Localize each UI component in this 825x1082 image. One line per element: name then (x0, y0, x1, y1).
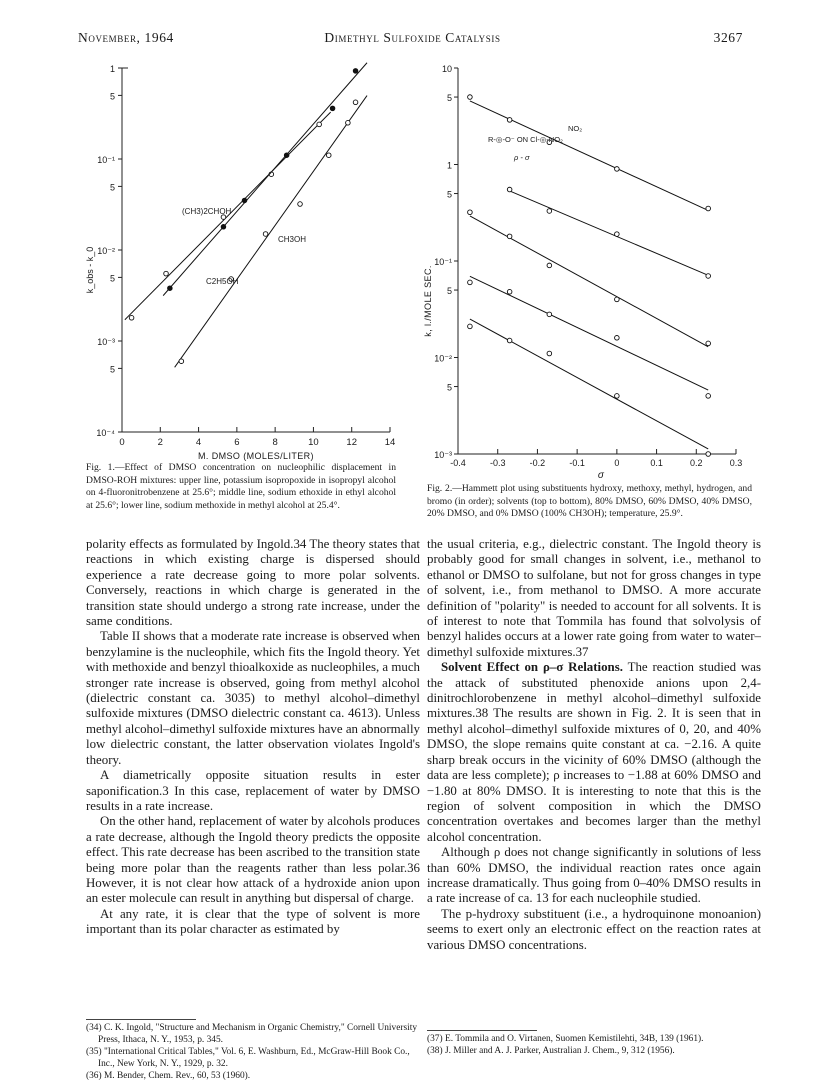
series-label-isopropanol: (CH3)2CHOH (182, 207, 232, 216)
running-header-title: Dimethyl Sulfoxide Catalysis (324, 30, 501, 45)
footnotes-left (86, 1022, 420, 1082)
data-point (330, 106, 335, 111)
x-axis-title: σ (597, 470, 604, 481)
y-tick-label: 10 (441, 64, 452, 74)
data-point (298, 202, 303, 207)
y-tick-label: 5 (446, 382, 452, 393)
x-tick-label: 0 (614, 458, 620, 468)
footnote: (36) M. Bender, Chem. Rev., 60, 53 (1960). (86, 1071, 251, 1081)
data-point (615, 394, 620, 399)
paragraph: Table II shows that a moderate rate increase is observed when benzylamine is the nucleophile, which fits the Ingold theory. Yet with methoxide and benzyl thioalkoxide as nucleophiles, a much stronger rate increase is observed, going from methyl alcohol (dielectric constant ca. 3035) to methyl alcohol–dimethyl sulfoxide mixtures (DMSO dielectric constant ca. 4613). Unless methyl alcohol–dimethyl sulfoxide mixtures have an abnormally low dielectric constant, the latter observation violates Ingold's theory. (86, 629, 420, 767)
y-tick-label: 5 (109, 91, 115, 102)
data-point (263, 232, 268, 237)
figure-1-caption: Fig. 1.—Effect of DMSO concentration on nucleophilic displacement in DMSO-ROH mixtures: upper line, potassium isopropoxide in isopropyl alcohol on 4-fluoronitrobenzene at 25.6°; middle line, sodium ethoxide in ethyl alcohol at 25.6°; lower line, sodium methoxide in methyl alcohol at 25.4°. (86, 462, 396, 511)
y-tick-label: 10⁻² (434, 353, 452, 364)
x-tick-label: 0.2 (690, 458, 703, 468)
y-axis-title: k_obs - k_0 (85, 246, 95, 294)
series-line (163, 63, 367, 296)
figure-2-chart (418, 56, 758, 481)
x-tick-label: 2 (157, 437, 163, 448)
x-tick-label: 14 (384, 437, 396, 448)
series-line (510, 191, 709, 275)
data-point (615, 232, 620, 237)
data-point (706, 452, 711, 457)
footnote: (35) "International Critical Tables," Vol. 6, E. Washburn, Ed., McGraw-Hill Book Co., Inc., New York, N. Y., 1929, p. 32. (86, 1047, 410, 1069)
figure-2-svg (418, 56, 758, 481)
data-point (164, 271, 169, 276)
data-point (547, 209, 552, 214)
data-point (468, 324, 473, 329)
footnote: (34) C. K. Ingold, "Structure and Mechanism in Organic Chemistry," Cornell University Press, Ithaca, N. Y., 1953, p. 345. (86, 1023, 418, 1045)
paragraph: A diametrically opposite situation results in ester saponification.3 In this case, replacement of water by DMSO results in a rate increase. (86, 768, 420, 813)
paragraph (427, 660, 761, 845)
footnote: (38) J. Miller and A. J. Parker, Australian J. Chem., 9, 312 (1956). (427, 1046, 675, 1056)
paragraph: the usual criteria, e.g., dielectric constant. The Ingold theory is probably good for small changes in solvent, i.e., methanol to ethanol or DMSO to sulfolane, but not for gross changes in type of solvent, i.e., from methanol to DMSO. A more accurate definition of "polarity" is needed to account for all solvents. It is of interest to note that Tommila has found that solvolysis of benzyl halides occurs at a lower rate going from water to water–dimethyl sulfoxide mixtures.37 (427, 537, 761, 659)
x-tick-label: 4 (195, 437, 202, 448)
series-line (470, 319, 708, 449)
legend-reaction: R-◎-O⁻ ON Cl-◎-NO₂ (488, 135, 563, 144)
x-tick-label: -0.2 (529, 458, 546, 468)
data-point (129, 315, 134, 320)
data-point (317, 122, 322, 127)
figure-1-chart (80, 56, 410, 466)
y-tick-label: 10⁻³ (434, 450, 452, 460)
footnote-rule-left (86, 1019, 196, 1020)
y-tick-label: 10⁻¹ (434, 257, 452, 267)
y-tick-label: 5 (109, 364, 115, 375)
data-point (507, 118, 512, 123)
right-text-column (427, 537, 761, 953)
footnote-rule-right (427, 1030, 537, 1031)
data-point (507, 187, 512, 192)
data-point (547, 312, 552, 317)
legend-rho-sigma: ρ - σ (514, 153, 530, 162)
x-tick-label: 8 (272, 437, 278, 448)
figure-2-caption: Fig. 2.—Hammett plot using substituents hydroxy, methoxy, methyl, hydrogen, and bromo (in order); solvents (top to bottom), 80% DMSO, 60% DMSO, 40% DMSO, 20% DMSO, and 0% DMSO (100% CH3OH); temperature, 25.9°. (427, 483, 752, 520)
data-point (615, 167, 620, 172)
data-point (326, 153, 331, 158)
y-tick-label: 10⁻³ (97, 337, 115, 347)
y-tick-label: 10⁻⁴ (96, 428, 115, 438)
data-point (179, 359, 184, 364)
data-point (284, 153, 289, 158)
legend-nitro-label: NO₂ (568, 124, 583, 133)
x-tick-label: -0.4 (450, 458, 466, 468)
data-point (615, 297, 620, 302)
data-point (706, 341, 711, 346)
series-line (470, 276, 708, 390)
y-tick-label: 5 (446, 93, 452, 104)
paragraph: polarity effects as formulated by Ingold.34 The theory states that reactions in which existing charge is dispersed should experience a rate decrease going to more polar solvents. Conversely, reactions in which charge is generated in the transition state should undergo a strong rate increase, under the same conditions. (86, 537, 420, 629)
y-tick-label: 5 (446, 286, 452, 297)
y-tick-label: 5 (446, 189, 452, 200)
data-point (168, 286, 173, 291)
data-point (507, 338, 512, 343)
figure-1-svg (80, 56, 410, 466)
data-point (468, 95, 473, 100)
y-tick-label: 1 (109, 64, 115, 74)
x-tick-label: 12 (346, 437, 358, 448)
paragraph: At any rate, it is clear that the type of solvent is more important than its polar character as estimated by (86, 906, 420, 937)
x-tick-label: 0.1 (650, 458, 663, 468)
running-header-date: November, 1964 (78, 30, 174, 45)
x-tick-label: 0 (119, 437, 125, 448)
paragraph: The p-hydroxy substituent (i.e., a hydroquinone monoanion) seems to exert only an electronic effect on the reaction rates at various DMSO concentrations. (427, 906, 761, 952)
x-tick-label: 6 (234, 437, 240, 448)
y-axis-title: k, l./MOLE SEC. (423, 265, 433, 337)
y-tick-label: 5 (109, 182, 115, 193)
section-heading: Solvent Effect on ρ–σ Relations. (441, 660, 623, 675)
series-label-ethanol: C2H5OH (206, 277, 239, 286)
data-point (547, 263, 552, 268)
series-label-methanol: CH3OH (278, 235, 307, 244)
data-point (353, 69, 358, 74)
footnote: (37) E. Tommila and O. Virtanen, Suomen Kemistilehti, 34B, 139 (1961). (427, 1034, 704, 1044)
page-number: 3267 (713, 30, 743, 45)
x-tick-label: 10 (308, 437, 319, 448)
y-tick-label: 1 (446, 160, 452, 171)
data-point (221, 224, 226, 229)
x-axis-title: M. DMSO (MOLES/LITER) (198, 451, 314, 461)
data-point (346, 120, 351, 125)
data-point (615, 336, 620, 341)
x-tick-label: -0.3 (489, 458, 506, 468)
data-point (507, 289, 512, 294)
data-point (468, 280, 473, 285)
data-point (468, 210, 473, 215)
y-tick-label: 10⁻¹ (97, 155, 115, 165)
y-tick-label: 5 (109, 273, 115, 284)
data-point (706, 394, 711, 399)
x-tick-label: 0.3 (729, 458, 743, 468)
left-text-column (86, 537, 420, 938)
series-line (470, 216, 708, 347)
data-point (706, 274, 711, 279)
data-point (507, 234, 512, 239)
data-point (547, 351, 552, 356)
paragraph: Although ρ does not change significantly in solutions of less than 60% DMSO, the individual reaction rates once again increase dramatically. Thus going from 0–40% DMSO results in a rate increase of ca. 13 for each nucleophile studied. (427, 845, 761, 906)
data-point (353, 100, 358, 105)
series-line (470, 101, 708, 211)
data-point (706, 206, 711, 211)
data-point (242, 198, 247, 203)
paragraph-text: The reaction studied was the attack of substituted phenoxide anions upon 2,4-dinitrochlorobenzene in methyl alcohol–dimethyl sulfoxide mixtures.38 The results are shown in Fig. 2. It is seen that in methyl alcohol–dimethyl sulfoxide mixtures of 0, 20, and 40% DMSO, the slope remains quite constant at ca. −2.16. A quite sharp break occurs in the vicinity of 60% DMSO (although the data are less complete); ρ increases to −1.88 at 60% DMSO and −1.80 at 80% DMSO. It is interesting to note that this is the region of solvent composition in which the DMSO concentration overtakes and becomes larger than the methyl alcohol concentration. (427, 660, 762, 844)
x-tick-label: -0.1 (569, 458, 585, 468)
series-line (175, 96, 367, 368)
paragraph: On the other hand, replacement of water by alcohols produces a rate decrease, although the Ingold theory predicts the opposite effect. This rate decrease has been ascribed to the transition state being more polar than the reagents rather than less polar.36 However, it is not clear how attack of a hydroxide anion upon an ester molecule can result in anything but dispersal of charge. (86, 814, 420, 906)
y-tick-label: 10⁻² (97, 246, 115, 256)
footnotes-right (427, 1033, 761, 1057)
